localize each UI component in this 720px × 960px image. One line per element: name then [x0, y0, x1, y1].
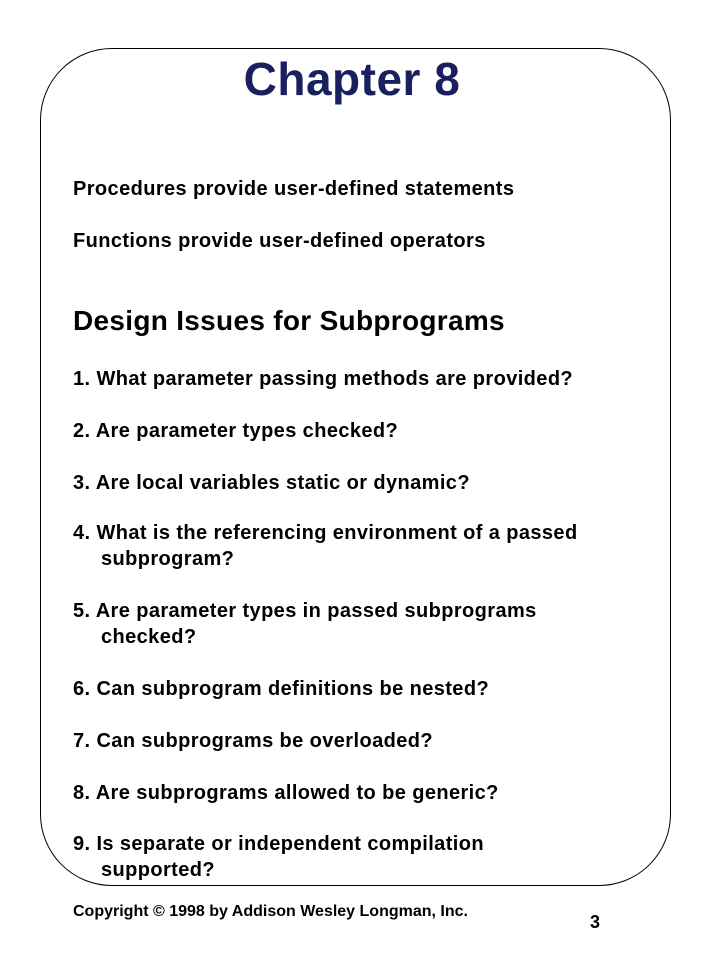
issue-text: What is the referencing environment of a passed	[96, 522, 578, 544]
issue-number: 5.	[73, 600, 91, 622]
issue-number: 3.	[73, 472, 91, 494]
issue-item-2	[73, 418, 673, 444]
issue-text: Are parameter types checked?	[95, 420, 399, 442]
issue-number: 1.	[73, 368, 91, 390]
issue-number: 6.	[73, 678, 91, 700]
issue-text: Can subprogram definitions be nested?	[96, 678, 490, 700]
issue-continuation: checked?	[101, 626, 197, 648]
issue-number: 4.	[73, 522, 91, 544]
section-heading: Design Issues for Subprograms	[73, 305, 505, 336]
issue-text: Can subprograms be overloaded?	[96, 730, 433, 752]
issue-text: What parameter passing methods are provided?	[96, 368, 574, 390]
issue-item-6	[73, 676, 673, 702]
issue-text: Are local variables static or dynamic?	[95, 472, 470, 494]
issue-text: Are parameter types in passed subprograms	[95, 600, 537, 622]
slide-title: Chapter 8	[243, 53, 461, 105]
issue-number: 8.	[73, 782, 91, 804]
issue-number: 7.	[73, 730, 91, 752]
issue-item-9	[73, 831, 673, 883]
issue-text: Are subprograms allowed to be generic?	[95, 782, 499, 804]
intro-line-procedures: Procedures provide user-defined statements	[73, 178, 515, 200]
issue-text: Is separate or independent compilation	[96, 833, 484, 855]
copyright-notice: Copyright © 1998 by Addison Wesley Longman, Inc.	[73, 903, 468, 920]
issue-item-8	[73, 780, 673, 806]
page-number: 3	[590, 912, 601, 932]
issue-item-3	[73, 470, 673, 496]
issue-number: 9.	[73, 833, 91, 855]
issue-continuation: supported?	[101, 859, 215, 881]
slide-frame	[40, 48, 671, 886]
issue-number: 2.	[73, 420, 91, 442]
issue-item-7	[73, 728, 673, 754]
issue-item-1	[73, 366, 673, 392]
issue-continuation: subprogram?	[101, 548, 235, 570]
issue-item-5	[73, 598, 673, 650]
intro-line-functions: Functions provide user-defined operators	[73, 230, 486, 252]
issue-item-4	[73, 520, 673, 572]
